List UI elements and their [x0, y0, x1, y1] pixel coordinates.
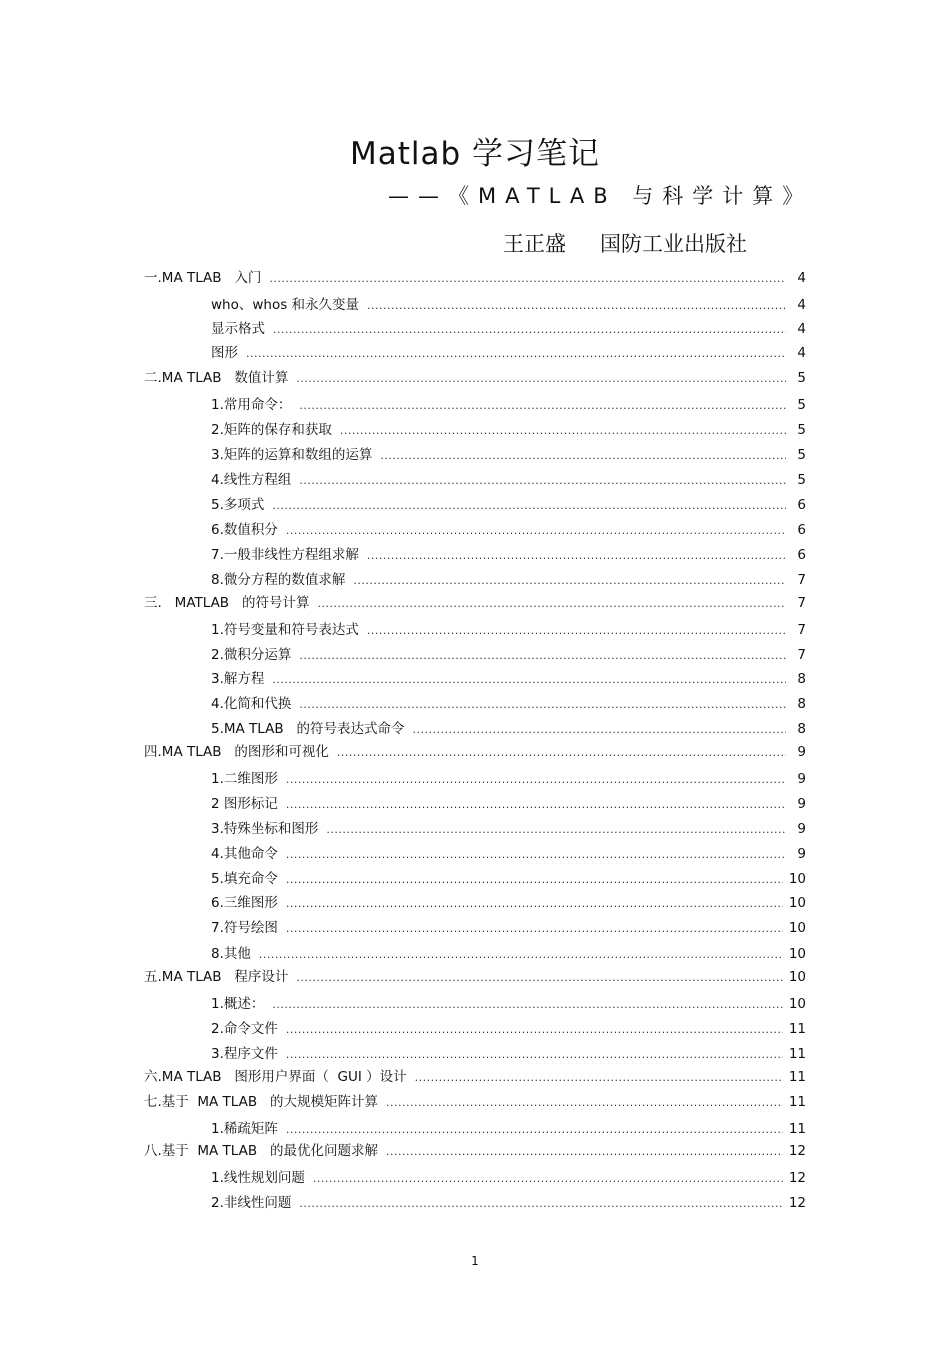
toc-page-number: 8	[797, 721, 806, 737]
toc-page-number: 7	[797, 595, 806, 611]
toc-section[interactable]	[211, 645, 806, 665]
toc-section[interactable]	[211, 319, 806, 339]
toc-section[interactable]	[211, 1168, 806, 1188]
toc-page-number: 7	[797, 572, 806, 588]
toc-leader-dots	[273, 320, 786, 340]
page-number: 1	[471, 1254, 479, 1268]
toc-label: 5.MA TLAB 的符号表达式命令	[211, 721, 405, 737]
toc-leader-dots	[272, 670, 786, 690]
toc-page-number: 9	[797, 744, 806, 760]
toc-page-number: 8	[797, 671, 806, 687]
toc-label: 7.符号绘图	[211, 920, 278, 936]
toc-section[interactable]	[211, 719, 806, 739]
toc-chapter[interactable]	[144, 1067, 806, 1087]
toc-page-number: 7	[797, 622, 806, 638]
toc-page-number: 10	[788, 871, 806, 887]
toc-label: 1.二维图形	[211, 771, 278, 787]
toc-leader-dots	[272, 496, 786, 516]
toc-leader-dots	[286, 1020, 783, 1040]
toc-leader-dots	[367, 296, 786, 316]
toc-leader-dots	[296, 369, 786, 389]
toc-chapter[interactable]	[144, 967, 806, 987]
toc-leader-dots	[415, 1068, 783, 1088]
toc-label: 1.常用命令：	[211, 397, 292, 413]
toc-leader-dots	[286, 795, 786, 815]
toc-section[interactable]	[211, 869, 806, 889]
toc-label: 5.多项式	[211, 497, 265, 513]
toc-label: 5.填充命令	[211, 871, 278, 887]
toc-section[interactable]	[211, 819, 806, 839]
toc-leader-dots	[299, 646, 786, 666]
toc-leader-dots	[286, 894, 783, 914]
toc-section[interactable]	[211, 1119, 806, 1139]
toc-page-number: 9	[797, 846, 806, 862]
toc-chapter[interactable]	[144, 593, 806, 613]
toc-page-number: 5	[797, 472, 806, 488]
toc-label: 4.线性方程组	[211, 472, 292, 488]
toc-leader-dots	[286, 870, 783, 890]
toc-label: 四.MA TLAB 的图形和可视化	[144, 744, 329, 760]
toc-page-number: 4	[797, 297, 806, 313]
toc-label: 6.三维图形	[211, 895, 278, 911]
toc-page-number: 11	[788, 1021, 806, 1037]
toc-leader-dots	[296, 968, 782, 988]
toc-leader-dots	[299, 1194, 782, 1214]
author-name: 王正盛	[503, 232, 566, 256]
toc-page-number: 11	[788, 1121, 806, 1137]
toc-page-number: 10	[788, 920, 806, 936]
toc-leader-dots	[246, 344, 786, 364]
toc-page-number: 9	[797, 771, 806, 787]
toc-label: 8.微分方程的数值求解	[211, 572, 346, 588]
toc-page-number: 9	[797, 821, 806, 837]
toc-section[interactable]	[211, 420, 806, 440]
toc-page-number: 9	[797, 796, 806, 812]
toc-label: 三. MATLAB 的符号计算	[144, 595, 310, 611]
toc-leader-dots	[269, 269, 786, 289]
toc-section[interactable]	[211, 844, 806, 864]
toc-label: 1.线性规划问题	[211, 1170, 305, 1186]
toc-section[interactable]	[211, 295, 806, 315]
toc-label: 1.符号变量和符号表达式	[211, 622, 359, 638]
toc-leader-dots	[380, 446, 786, 466]
toc-page-number: 6	[797, 522, 806, 538]
toc-page-number: 5	[797, 422, 806, 438]
toc-chapter[interactable]	[144, 268, 806, 288]
toc-page-number: 8	[797, 696, 806, 712]
toc-label: 8.其他	[211, 946, 251, 962]
toc-leader-dots	[340, 421, 786, 441]
toc-label: 6.数值积分	[211, 522, 278, 538]
toc-section[interactable]	[211, 570, 806, 590]
toc-section[interactable]	[211, 893, 806, 913]
document-subtitle: ——《MATLAB 与科学计算》	[388, 184, 813, 208]
toc-section[interactable]	[211, 669, 806, 689]
toc-label: 2.非线性问题	[211, 1195, 292, 1211]
toc-label: 3.解方程	[211, 671, 265, 687]
toc-leader-dots	[313, 1169, 783, 1189]
toc-page-number: 5	[797, 397, 806, 413]
publisher-name: 国防工业出版社	[600, 232, 747, 256]
toc-leader-dots	[286, 845, 786, 865]
toc-section[interactable]	[211, 395, 806, 415]
toc-label: 4.化简和代换	[211, 696, 292, 712]
toc-label: 一.MA TLAB 入门	[144, 270, 262, 286]
toc-leader-dots	[272, 995, 782, 1015]
toc-section[interactable]	[211, 794, 806, 814]
toc-label: 2.微积分运算	[211, 647, 292, 663]
toc-page-number: 6	[797, 497, 806, 513]
toc-section[interactable]	[211, 520, 806, 540]
toc-label: 4.其他命令	[211, 846, 278, 862]
toc-leader-dots	[286, 770, 786, 790]
toc-leader-dots	[353, 571, 786, 591]
toc-section[interactable]	[211, 769, 806, 789]
toc-label: 五.MA TLAB 程序设计	[144, 969, 289, 985]
toc-section[interactable]	[211, 944, 806, 964]
toc-label: 七.基于 MA TLAB 的大规模矩阵计算	[144, 1094, 378, 1110]
toc-section[interactable]	[211, 343, 806, 363]
toc-label: 图形	[211, 345, 238, 361]
toc-section[interactable]	[211, 1044, 806, 1064]
toc-section[interactable]	[211, 470, 806, 490]
toc-section[interactable]	[211, 918, 806, 938]
toc-chapter[interactable]	[144, 1141, 806, 1161]
toc-label: 7.一般非线性方程组求解	[211, 547, 359, 563]
toc-leader-dots	[286, 919, 783, 939]
toc-label: 六.MA TLAB 图形用户界面（ GUI ）设计	[144, 1069, 407, 1085]
toc-page-number: 4	[797, 270, 806, 286]
toc-label: 1.概述：	[211, 996, 265, 1012]
toc-leader-dots	[386, 1142, 783, 1162]
toc-leader-dots	[286, 1045, 783, 1065]
toc-page-number: 10	[788, 996, 806, 1012]
toc-label: 3.程序文件	[211, 1046, 278, 1062]
toc-chapter[interactable]	[144, 742, 806, 762]
toc-section[interactable]	[211, 994, 806, 1014]
toc-page-number: 10	[788, 946, 806, 962]
toc-leader-dots	[299, 471, 786, 491]
toc-page-number: 11	[788, 1046, 806, 1062]
toc-section[interactable]	[211, 1193, 806, 1213]
toc-page-number: 11	[788, 1069, 806, 1085]
toc-section[interactable]	[211, 1019, 806, 1039]
toc-leader-dots	[367, 621, 786, 641]
toc-page-number: 12	[788, 1143, 806, 1159]
toc-page-number: 10	[788, 969, 806, 985]
toc-leader-dots	[317, 594, 786, 614]
toc-page-number: 10	[788, 895, 806, 911]
toc-label: 八.基于 MA TLAB 的最优化问题求解	[144, 1143, 378, 1159]
toc-label: 2 图形标记	[211, 796, 278, 812]
toc-leader-dots	[299, 695, 786, 715]
toc-leader-dots	[367, 546, 786, 566]
toc-leader-dots	[299, 396, 786, 416]
toc-page-number: 4	[797, 321, 806, 337]
toc-page-number: 7	[797, 647, 806, 663]
toc-leader-dots	[337, 743, 786, 763]
toc-label: who、whos 和永久变量	[211, 297, 360, 313]
toc-chapter[interactable]	[144, 368, 806, 388]
toc-page-number: 5	[797, 447, 806, 463]
toc-label: 3.特殊坐标和图形	[211, 821, 319, 837]
toc-section[interactable]	[211, 545, 806, 565]
toc-leader-dots	[326, 820, 786, 840]
toc-section[interactable]	[211, 445, 806, 465]
toc-page-number: 6	[797, 547, 806, 563]
document-title: Matlab 学习笔记	[349, 136, 601, 172]
toc-label: 2.矩阵的保存和获取	[211, 422, 332, 438]
toc-page-number: 11	[788, 1094, 806, 1110]
toc-label: 2.命令文件	[211, 1021, 278, 1037]
toc-section[interactable]	[211, 694, 806, 714]
toc-label: 显示格式	[211, 321, 265, 337]
toc-label: 3.矩阵的运算和数组的运算	[211, 447, 373, 463]
toc-page-number: 4	[797, 345, 806, 361]
toc-chapter[interactable]	[144, 1092, 806, 1112]
toc-label: 1.稀疏矩阵	[211, 1121, 278, 1137]
toc-page-number: 12	[788, 1195, 806, 1211]
toc-page-number: 5	[797, 370, 806, 386]
toc-page-number: 12	[788, 1170, 806, 1186]
toc-section[interactable]	[211, 620, 806, 640]
toc-leader-dots	[286, 1120, 783, 1140]
toc-leader-dots	[413, 720, 786, 740]
toc-leader-dots	[286, 521, 786, 541]
toc-section[interactable]	[211, 495, 806, 515]
toc-leader-dots	[259, 945, 783, 965]
toc-leader-dots	[386, 1093, 783, 1113]
toc-label: 二.MA TLAB 数值计算	[144, 370, 289, 386]
